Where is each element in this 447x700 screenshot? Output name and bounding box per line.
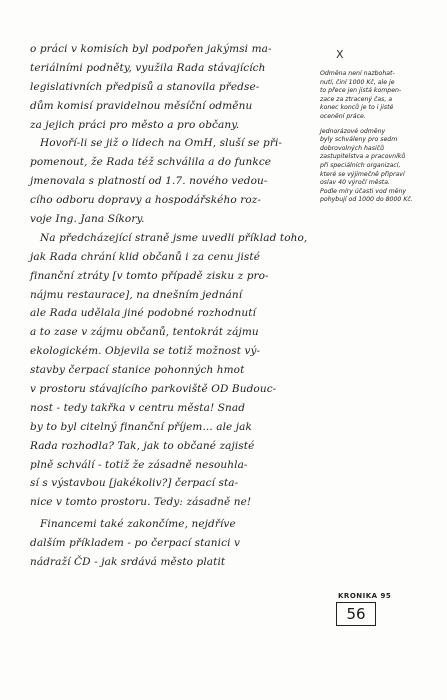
- page-number-box: [336, 602, 376, 626]
- text-line: jmenovala s platností od 1.7. nového vedou-: [30, 175, 268, 188]
- text-line: teriálními podněty, využila Rada stávajících: [30, 61, 266, 74]
- text-line: plně schválí - totiž že zásadně nesouhla-: [30, 458, 248, 471]
- margin-note-line: konec konců je to i jisté: [320, 104, 394, 112]
- margin-note-line: ocenění práce.: [320, 112, 366, 120]
- text-line: finanční ztráty [v tomto případě zisku z pro-: [30, 269, 269, 282]
- margin-note-line: Jednorázové odměny: [320, 127, 386, 135]
- text-line: dům komisí pravidelnou měsíční odměnu: [30, 99, 253, 112]
- text-line: nice v tomto prostoru. Tedy: zásadně ne!: [30, 496, 252, 509]
- text-line: ekologickém. Objevila se totiž možnost vý-: [30, 345, 261, 358]
- text-line: Rada rozhodla? Tak, jak to občané zajisté: [30, 439, 255, 452]
- text-line: v prostoru stávajícího parkoviště OD Budouc-: [30, 383, 277, 396]
- main-text-block: [30, 40, 330, 572]
- text-line: nájmu restaurace], na dnešním jednání: [30, 288, 243, 301]
- text-line: ale Rada udělala jiné podobné rozhodnutí: [30, 307, 256, 320]
- text-line: o práci v komisích byl podpořen jakýmsi ma-: [30, 43, 272, 55]
- page-number: 56: [346, 605, 366, 623]
- text-line: a to zase v zájmu občanů, tentokrát zájmu: [30, 326, 259, 339]
- margin-note-line: Podle míry účasti vod měny: [320, 187, 407, 195]
- text-line: stavby čerpací stanice pohonných hmot: [30, 364, 245, 377]
- text-line: nádraží ČD - jak srdává město platit: [30, 556, 226, 569]
- margin-notes: [320, 70, 438, 205]
- margin-note-line: při speciálních organizací,: [320, 161, 401, 169]
- text-line: legislativních předpisů a stanovila předse-: [30, 80, 260, 93]
- margin-note-line: dobrovolných hasičů: [320, 144, 384, 152]
- text-line: jak Rada chrání klid občanů i za cenu jisté: [30, 250, 261, 263]
- chronicle-label: KRONIKA 95: [338, 592, 392, 600]
- text-line: cího odboru dopravy a hospodářského roz-: [30, 194, 262, 207]
- margin-note-line: Odměna není nazbohat-: [320, 70, 395, 77]
- text-line: sí s výstavbou [jakékoliv?] čerpací sta-: [30, 477, 239, 490]
- text-line: nost - tedy takřka v centru města! Snad: [30, 401, 246, 414]
- margin-note-line: byly schváleny pro sedm: [320, 136, 398, 144]
- text-line: by to byl citelný finanční příjem... ale jak: [30, 420, 252, 433]
- text-line: voje Ing. Jana Síkory.: [30, 213, 145, 226]
- text-line: dalším příkladem - po čerpací stanici v: [30, 537, 241, 550]
- margin-note-line: zace za ztracený čas, a: [320, 95, 393, 103]
- text-line: za jejich práci pro město a pro občany.: [30, 118, 240, 131]
- margin-cross-mark: X: [336, 48, 344, 61]
- margin-note-line: pohybují od 1000 do 8000 Kč.: [320, 196, 413, 204]
- text-line: Na předcházející straně jsme uvedli příklad toho,: [40, 231, 308, 244]
- text-line: Hovoří-li se již o lidech na OmH, sluší se při-: [40, 137, 283, 150]
- margin-note-line: oslav 40 výročí města.: [320, 179, 390, 187]
- text-line: Financemi také zakončíme, nejdříve: [40, 518, 236, 531]
- margin-note-line: nutí, činí 1000 Kč, ale je: [320, 78, 395, 86]
- text-line: pomenout, že Rada též schválila a do funkce: [30, 156, 272, 169]
- margin-note-line: které se výjimečně připraví: [320, 170, 405, 178]
- margin-note-line: zastupitelstva a pracovníků: [320, 153, 406, 161]
- margin-note-line: to přece jen jistá kompen-: [320, 87, 402, 95]
